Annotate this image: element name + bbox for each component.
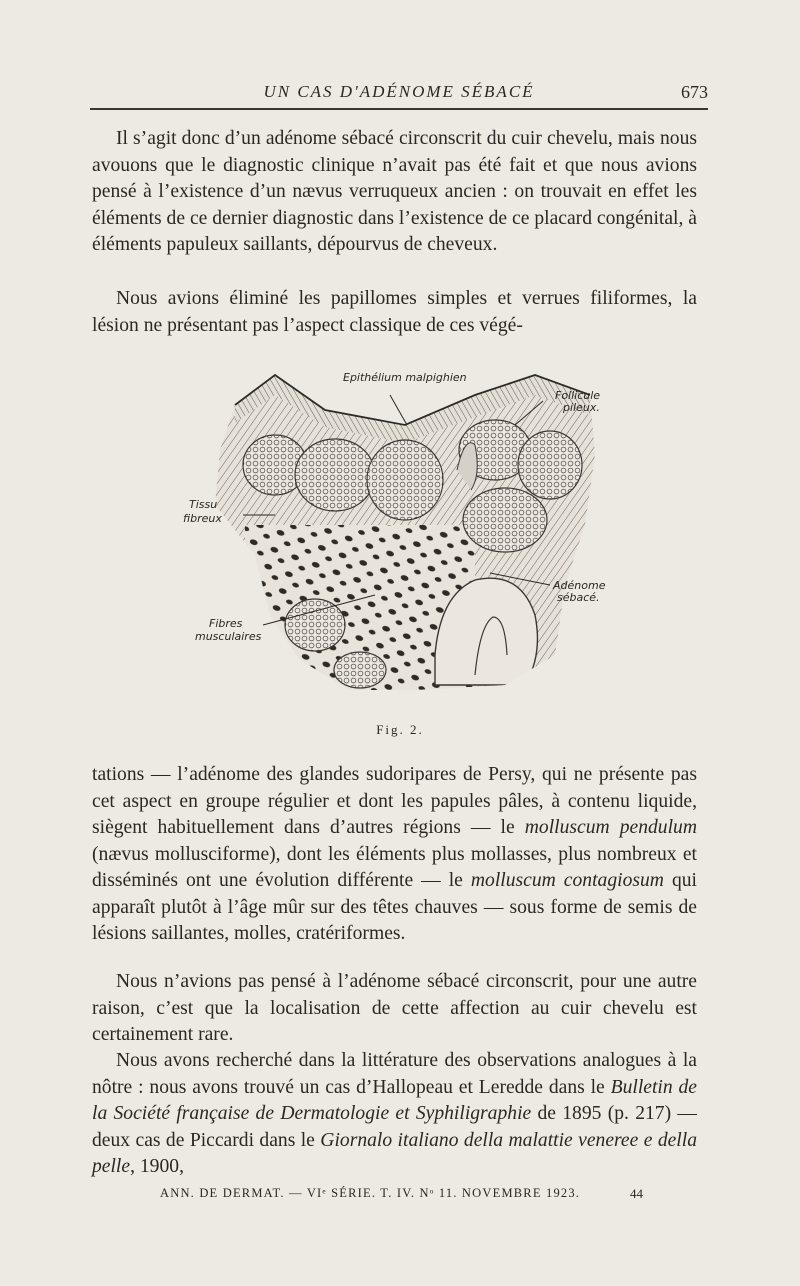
paragraph-5: [92, 1048, 697, 1181]
tissue-section: [175, 355, 615, 700]
footer-journal-line: ANN. DE DERMAT. — VIᵉ SÉRIE. T. IV. Nᵒ 11. NOVEMBRE 1923.: [160, 1186, 581, 1200]
paragraph-5-text-a: Nous avons recherché dans la littérature des observations analogues à la nôtre : nous avons trouvé un cas d’Hallopeau et Leredde dans le: [92, 1050, 697, 1098]
paragraph-5-text-c: , 1900,: [130, 1156, 184, 1177]
paragraph-5-text-b: de 1895 (p. 217) — deux cas de Piccardi dans le: [92, 1103, 697, 1151]
histology-illustration: [175, 355, 615, 700]
paragraph-5-italic-b: Giornalo italiano della malattie veneree e della pelle: [92, 1129, 697, 1177]
paragraph-2: Nous avions éliminé les papillomes simples et verrues filiformes, la lésion ne présentant pas l’aspect classique de ces végé-: [92, 288, 697, 336]
paragraph-4: Nous n’avions pas pensé à l’adénome sébacé circonscrit, pour une autre raison, c’est que la localisation de cette affection au cuir chevelu est certainement rare.: [92, 971, 697, 1045]
label-epithelium: Epithélium malpighien: [343, 371, 467, 384]
label-fibres-2: musculaires: [195, 630, 262, 643]
label-follicule-2: pileux.: [563, 401, 600, 414]
label-follicule-1: Follicule: [555, 389, 601, 402]
paragraph-3-text-b: (nævus mollusciforme), dont les éléments plus mollasses, plus nombreux et disséminés ont une évolution différente — le: [92, 843, 697, 891]
label-adenome-1: Adénome: [553, 579, 606, 592]
page-number: 673: [681, 82, 708, 102]
figure-caption: Fig. 2.: [376, 722, 424, 737]
paragraph-3-italic-a: molluscum pendulum: [524, 817, 697, 838]
label-tissu-2: fibreux: [183, 512, 222, 525]
label-adenome-2: sébacé.: [557, 591, 600, 604]
paragraph-1: Il s’agit donc d’un adénome sébacé circonscrit du cuir chevelu, mais nous avouons que le diagnostic clinique n’avait pas été fait et que nous avions pensé à l’existence d’un nævus verruqueux ancien : on trouvait en effet les éléments de ce dernier diagnostic dans l’existence de ce placard congénital, à éléments papuleux saillants, dépourvus de cheveux.: [92, 128, 697, 255]
footer-signature: 44: [630, 1186, 643, 1201]
paragraph-3-text-c: qui apparaît plutôt à l’âge mûr sur des têtes chauves — sous forme de semis de lésions saillantes, molles, cratériformes.: [92, 870, 697, 944]
running-head: [90, 82, 708, 110]
label-fibres-1: Fibres: [209, 617, 243, 630]
histology-figure: [175, 355, 615, 700]
paragraph-5-italic-a: Bulletin de la Société française de Dermatologie et Syphiligraphie: [92, 1076, 697, 1124]
running-title: UN CAS D'ADÉNOME SÉBACÉ: [263, 82, 535, 101]
paragraph-3-text-a: tations — l’adénome des glandes sudoripares de Persy, qui ne présente pas cet aspect en groupe régulier et dont les papules pâles, à contenu liquide, siègent habituellement dans d’autres régions — le: [92, 764, 697, 838]
paragraph-3: [92, 762, 697, 948]
label-tissu-1: Tissu: [189, 498, 218, 511]
leader-epithelium: [390, 395, 407, 425]
paragraph-3-italic-b: molluscum contagiosum: [470, 870, 664, 891]
